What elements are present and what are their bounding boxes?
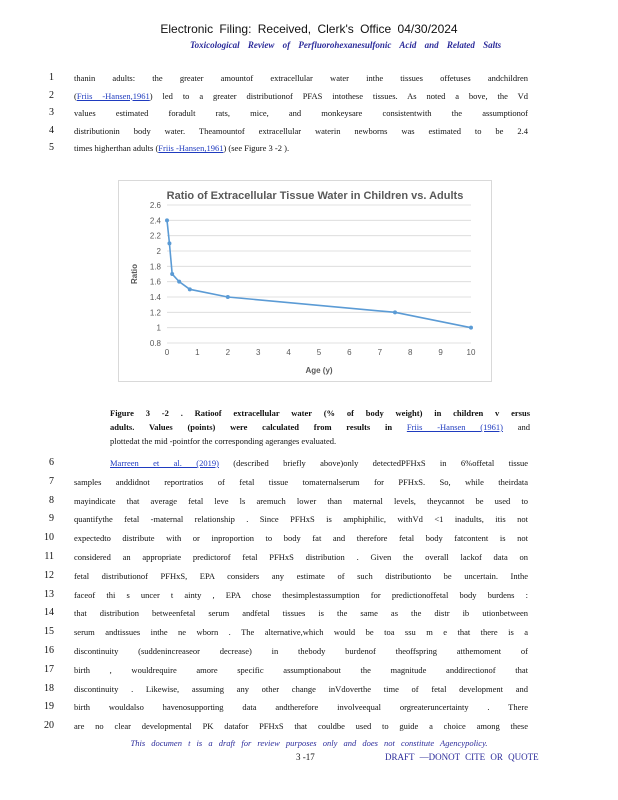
line-number: 16 <box>44 645 54 656</box>
line-text <box>74 91 528 101</box>
text-line <box>0 126 618 140</box>
chart-data-point <box>188 287 192 291</box>
line-text-segment: ) (see Figure 3 -2 ). <box>223 143 290 153</box>
line-number: 11 <box>44 551 54 562</box>
chart-data-point <box>165 218 169 222</box>
chart-y-tick-label: 2.4 <box>149 216 161 226</box>
chart-y-tick-label: 1.4 <box>149 293 161 302</box>
line-text-segment: that distribution betweenfetal serum andfetal tissues is the same as the distr ib utionbetween <box>74 608 528 619</box>
line-text <box>74 73 528 83</box>
line-number: 1 <box>49 72 54 83</box>
citation-link[interactable]: Friis -Hansen,1961 <box>158 143 224 153</box>
line-text-segment: samples anddidnot reportratios of fetal tissue tomaternalserum for PFHxS. So, while theirdata <box>74 476 528 487</box>
chart-x-tick-label: 10 <box>466 348 476 357</box>
page-number: 3 -17 <box>296 752 315 762</box>
line-text-segment: considered an appropriate predictorof fetal PFHxS distribution . Given the overall lackof data on <box>74 552 528 562</box>
document-title: Toxicological Review of Perfluorohexanesulfonic Acid and Related Salts <box>190 40 502 50</box>
line-text <box>74 496 528 506</box>
text-line <box>0 552 618 566</box>
line-text <box>74 143 528 153</box>
caption-line: Figure 3 -2 . Ratioof extracellular water (% of body weight) in children v ersus <box>110 408 530 418</box>
text-line <box>0 590 618 604</box>
line-text <box>74 646 528 656</box>
chart-y-tick-label: 2 <box>156 247 161 256</box>
line-number: 7 <box>49 475 54 487</box>
line-text <box>74 126 528 136</box>
line-text-segment: serum andtissues inthe ne wborn . The alternative,which would be toa ssu m e that there is a <box>74 627 528 638</box>
chart-y-tick-label: 2.2 <box>149 231 161 241</box>
line-text-segment: values estimated foradult rats, mice, and monkeysare consistentwith the assumptionof <box>74 108 528 118</box>
line-text <box>110 458 528 468</box>
chart-series-line <box>167 220 471 327</box>
filing-header: Electronic Filing: Received, Clerk's Office 04/30/2024 <box>160 22 458 36</box>
line-text-segment: discontinuity (suddenincreaseor decrease) in thebody burdenof theoffspring atthemoment of <box>74 646 528 656</box>
chart-data-point <box>177 280 181 284</box>
text-line <box>0 646 618 660</box>
text-line <box>0 571 618 585</box>
line-text-segment: are no clear developmental PK datafor PFHxS that couldbe used to guide a choice among these <box>74 721 528 732</box>
line-number: 3 <box>49 107 54 118</box>
chart-y-tick-label: 0.8 <box>149 339 161 348</box>
line-text <box>74 608 528 618</box>
text-line <box>0 627 618 641</box>
chart-data-point <box>393 310 397 314</box>
line-text-segment: ( <box>74 90 77 101</box>
chart-y-tick-label: 1.8 <box>149 262 161 272</box>
chart-x-tick-label: 8 <box>407 348 413 357</box>
chart-x-tick-label: 7 <box>377 348 383 357</box>
chart-data-point <box>167 241 171 245</box>
text-line <box>0 143 618 157</box>
line-text-segment: discontinuity . Likewise, assuming any other change inVdoverthe time of fetal development and <box>74 683 528 694</box>
line-text <box>74 684 528 694</box>
text-line <box>0 108 618 122</box>
line-text-segment: faceof thi s uncer t ainty , EPA chose thesimplestassumption for predictionoffetal body burdens : <box>74 589 528 600</box>
line-text-segment: mayindicate that average fetal leve ls aremuch lower than maternal levels, theycannot be used to <box>74 495 528 506</box>
line-number: 6 <box>49 457 54 468</box>
line-number: 19 <box>44 701 54 713</box>
chart-y-tick-label: 1 <box>156 323 161 333</box>
text-line <box>0 702 618 716</box>
line-text-segment: fetal distributionof PFHxS, EPA considers any estimate of such distributionto be uncertain. Inthe <box>74 570 528 581</box>
caption-line: plottedat the mid -pointfor the corresponding ageranges evaluated. <box>110 436 337 446</box>
text-line <box>0 477 618 491</box>
text-line <box>0 721 618 735</box>
line-text-segment: birth , wouldrequire amore specific assumptionabout the magnitude anddirectionof that <box>74 664 528 675</box>
chart-title: Ratio of Extracellular Tissue Water in Children vs. Adults <box>166 190 464 202</box>
chart-x-tick-label: 2 <box>225 348 231 357</box>
line-number: 5 <box>49 142 54 153</box>
caption-text: adults. Values (points) were calculated from results in <box>110 422 407 432</box>
line-text-segment: thanin adults: the greater amountof extracellular water inthe tissues offetuses andchildren <box>74 73 528 83</box>
text-line <box>0 684 618 698</box>
line-number: 17 <box>44 663 54 675</box>
line-text <box>74 108 528 118</box>
line-text-segment: times higherthan adults ( <box>74 143 159 153</box>
draft-notice: DRAFT —DONOT CITE OR QUOTE <box>385 752 539 762</box>
line-number: 9 <box>49 513 54 525</box>
chart-x-tick-label: 0 <box>164 348 170 357</box>
chart-y-tick-label: 1.6 <box>149 277 161 287</box>
line-number: 10 <box>44 532 54 544</box>
line-text <box>74 533 528 543</box>
line-number: 18 <box>44 682 54 694</box>
line-text-segment: expectedto distribute with or inproportion to body fat and therefore fetal body fatcontent is not <box>74 533 528 544</box>
chart-figure <box>118 180 492 382</box>
chart-x-tick-label: 5 <box>316 348 322 357</box>
line-text <box>74 665 528 675</box>
chart-x-tick-label: 6 <box>347 348 352 357</box>
caption-line <box>110 420 530 434</box>
line-number: 2 <box>49 89 54 101</box>
chart-x-tick-label: 1 <box>195 348 200 357</box>
line-text-segment: distributionin body water. Theamountof extracellular waterin newborns was estimated to be 2.4 <box>74 125 528 136</box>
chart-x-tick-label: 3 <box>255 348 261 357</box>
text-line <box>0 533 618 547</box>
line-text-segment: (described briefly above)only detectedPFHxS in 6%offetal tissue <box>218 458 528 468</box>
footer-disclaimer: This documen t is a draft for review purposes only and does not constitute Agencypolicy. <box>130 738 488 748</box>
line-number: 14 <box>44 607 54 619</box>
line-text <box>74 514 528 524</box>
text-line <box>0 496 618 510</box>
citation-link[interactable]: Marreen et al. (2019) <box>110 458 219 468</box>
line-text-segment: quantifythe fetal -maternal relationship . Since PFHxS is amphiphilic, withVd <1 inadults, itis not <box>74 514 528 525</box>
citation-link[interactable]: Friis -Hansen,1961 <box>76 90 150 101</box>
line-number: 4 <box>49 124 54 136</box>
line-text <box>74 552 528 562</box>
line-text <box>74 571 528 581</box>
line-number: 20 <box>44 720 54 732</box>
ratio-line-chart <box>119 181 491 381</box>
line-text <box>74 590 528 600</box>
chart-y-tick-label: 2.6 <box>149 201 161 210</box>
line-text <box>74 627 528 637</box>
line-number: 13 <box>44 588 54 600</box>
chart-x-tick-label: 4 <box>286 348 291 357</box>
chart-x-axis-label: Age (y) <box>305 366 333 375</box>
line-text-segment: ) led to a greater distributionof PFAS intothese tissues. As noted a bove, the Vd <box>149 90 528 101</box>
chart-data-point <box>469 326 473 330</box>
text-line <box>0 514 618 528</box>
text-line <box>0 73 618 87</box>
line-text <box>74 477 528 487</box>
line-number: 8 <box>49 494 54 506</box>
chart-y-axis-label: Ratio <box>130 264 139 284</box>
text-line <box>0 91 618 105</box>
caption-text: and <box>502 422 530 432</box>
figure-caption <box>110 406 530 448</box>
line-text-segment: birth wouldalso havenosupporting data andtherefore involveequal orgreateruncertainty . There <box>74 702 528 713</box>
text-line <box>0 458 618 472</box>
text-line <box>0 665 618 679</box>
text-line <box>0 608 618 622</box>
line-number: 12 <box>44 569 54 581</box>
line-number: 15 <box>44 626 54 638</box>
line-text <box>74 721 528 731</box>
line-text <box>74 702 528 712</box>
chart-data-point <box>226 295 230 299</box>
chart-y-tick-label: 1.2 <box>149 308 161 318</box>
caption-citation-link[interactable]: Friis -Hansen (1961) <box>406 422 503 432</box>
chart-x-tick-label: 9 <box>438 348 443 357</box>
chart-data-point <box>170 272 174 276</box>
